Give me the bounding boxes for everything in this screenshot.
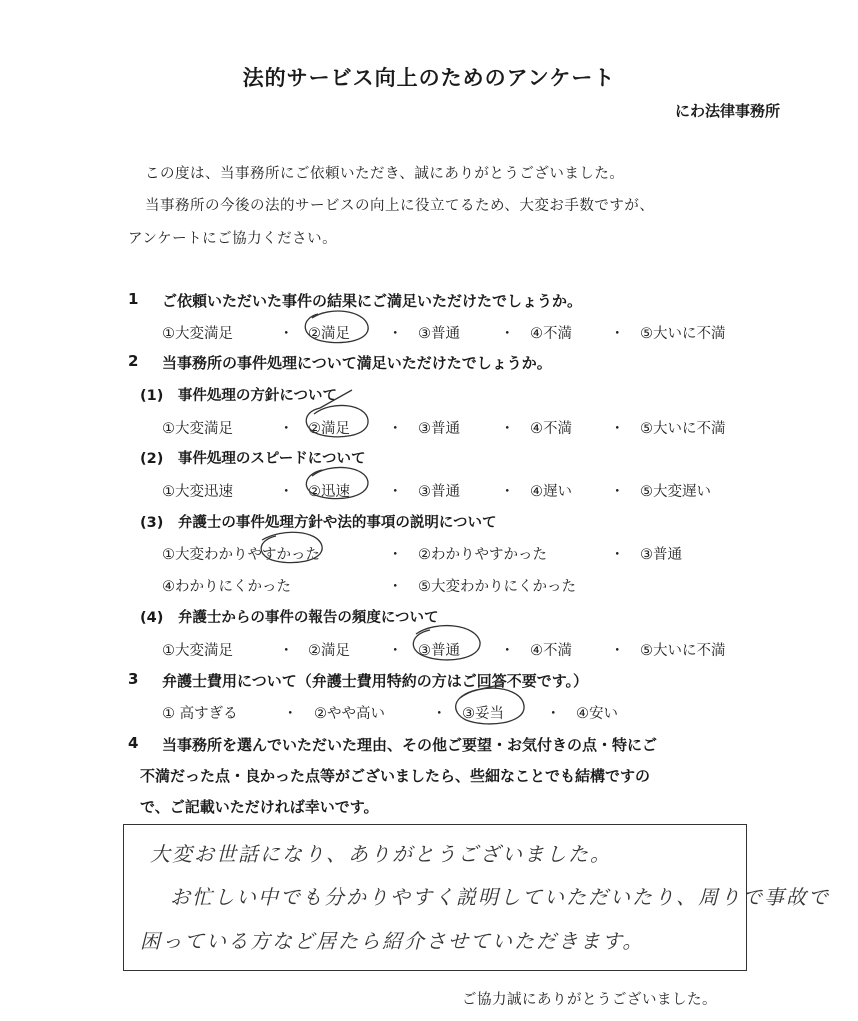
separator: ・ — [279, 643, 294, 659]
q2-sub4-option-1[interactable]: ①大変満足 — [162, 643, 233, 659]
separator: ・ — [500, 643, 515, 659]
q2-question: 当事務所の事件処理について満足いただけたでしょうか。 — [162, 354, 552, 372]
q2-sub3-option-5[interactable]: ⑤大変わかりにくかった — [418, 579, 576, 595]
q3-option-2[interactable]: ②やや高い — [314, 706, 385, 722]
q2-sub4-option-4[interactable]: ④不満 — [530, 643, 572, 659]
q1-question: ご依頼いただいた事件の結果にご満足いただけたでしょうか。 — [162, 292, 583, 310]
intro-line-3: アンケートにご協力ください。 — [128, 231, 338, 247]
q2-sub3-option-2[interactable]: ②わかりやすかった — [418, 547, 547, 563]
q3-option-4[interactable]: ④安い — [576, 706, 618, 722]
q1-option-4[interactable]: ④不満 — [530, 326, 572, 342]
q3-question: 弁護士費用について（弁護士費用特約の方はご回答不要です。） — [162, 672, 589, 690]
comment-line-1: 大変お世話になり、ありがとうございました。 — [150, 842, 612, 866]
q3-number: 3 — [128, 670, 139, 688]
separator: ・ — [432, 706, 447, 722]
q2-sub1-option-3[interactable]: ③普通 — [418, 421, 460, 437]
q2-sub1-option-2[interactable]: ②満足 — [308, 421, 350, 437]
q3-option-1[interactable]: ① 高すぎる — [162, 706, 238, 722]
q2-sub3-option-3[interactable]: ③普通 — [640, 547, 682, 563]
q2-sub3-option-1[interactable]: ①大変わかりやすかった — [162, 547, 320, 563]
q2-sub2-option-4[interactable]: ④遅い — [530, 484, 572, 500]
separator: ・ — [610, 421, 625, 437]
intro-line-1: この度は、当事務所にご依頼いただき、誠にありがとうございました。 — [145, 166, 625, 182]
separator: ・ — [279, 326, 294, 342]
separator: ・ — [388, 484, 403, 500]
q2-sub2-option-2[interactable]: ②迅速 — [308, 484, 350, 500]
q4-question-line-3: で、ご記載いただければ幸いです。 — [140, 798, 379, 816]
q2-sub4-label: (4) 弁護士からの事件の報告の頻度について — [140, 610, 439, 626]
q2-sub2-option-5[interactable]: ⑤大変遅い — [640, 484, 711, 500]
separator: ・ — [500, 484, 515, 500]
separator: ・ — [283, 706, 298, 722]
q2-sub2-label: (2) 事件処理のスピードについて — [140, 451, 366, 467]
separator: ・ — [610, 326, 625, 342]
q1-option-2[interactable]: ②満足 — [308, 326, 350, 342]
q2-sub3-option-4[interactable]: ④わかりにくかった — [162, 579, 291, 595]
separator: ・ — [279, 484, 294, 500]
comment-line-3: 困っている方など居たら紹介させていただきます。 — [140, 929, 645, 953]
q2-sub1-label: (1) 事件処理の方針について — [140, 388, 338, 404]
firm-name: にわ法律事務所 — [674, 102, 780, 120]
separator: ・ — [388, 643, 403, 659]
q2-sub1-option-4[interactable]: ④不満 — [530, 421, 572, 437]
survey-title: 法的サービス向上のためのアンケート — [242, 66, 616, 90]
separator: ・ — [388, 547, 403, 563]
q2-sub4-option-2[interactable]: ②満足 — [308, 643, 350, 659]
thanks-message: ご協力誠にありがとうございました。 — [462, 992, 717, 1008]
q3-option-3[interactable]: ③妥当 — [462, 706, 504, 722]
q2-number: 2 — [128, 352, 139, 370]
separator: ・ — [388, 326, 403, 342]
q2-sub4-option-3[interactable]: ③普通 — [418, 643, 460, 659]
q2-sub1-option-5[interactable]: ⑤大いに不満 — [640, 421, 726, 437]
separator: ・ — [610, 643, 625, 659]
q2-sub1-option-1[interactable]: ①大変満足 — [162, 421, 233, 437]
q1-number: 1 — [128, 290, 139, 308]
comment-line-2: お忙しい中でも分かりやすく説明していただいたり、周りで事故で — [170, 885, 830, 909]
separator: ・ — [610, 484, 625, 500]
q1-option-3[interactable]: ③普通 — [418, 326, 460, 342]
separator: ・ — [546, 706, 561, 722]
q4-question-line-2: 不満だった点・良かった点等がございましたら、些細なことでも結構ですの — [140, 767, 651, 785]
separator: ・ — [388, 421, 403, 437]
q2-sub3-label: (3) 弁護士の事件処理方針や法的事項の説明について — [140, 515, 497, 531]
q1-option-5[interactable]: ⑤大いに不満 — [640, 326, 726, 342]
q2-sub2-option-1[interactable]: ①大変迅速 — [162, 484, 233, 500]
separator: ・ — [610, 547, 625, 563]
q2-sub4-option-5[interactable]: ⑤大いに不満 — [640, 643, 726, 659]
q4-number: 4 — [128, 734, 139, 752]
q2-sub2-option-3[interactable]: ③普通 — [418, 484, 460, 500]
separator: ・ — [279, 421, 294, 437]
separator: ・ — [500, 421, 515, 437]
q1-option-1[interactable]: ①大変満足 — [162, 326, 233, 342]
intro-line-2: 当事務所の今後の法的サービスの向上に役立てるため、大変お手数ですが、 — [145, 198, 655, 214]
separator: ・ — [500, 326, 515, 342]
q4-question-line-1: 当事務所を選んでいただいた理由、その他ご要望・お気付きの点・特にご — [162, 736, 658, 754]
separator: ・ — [388, 579, 403, 595]
